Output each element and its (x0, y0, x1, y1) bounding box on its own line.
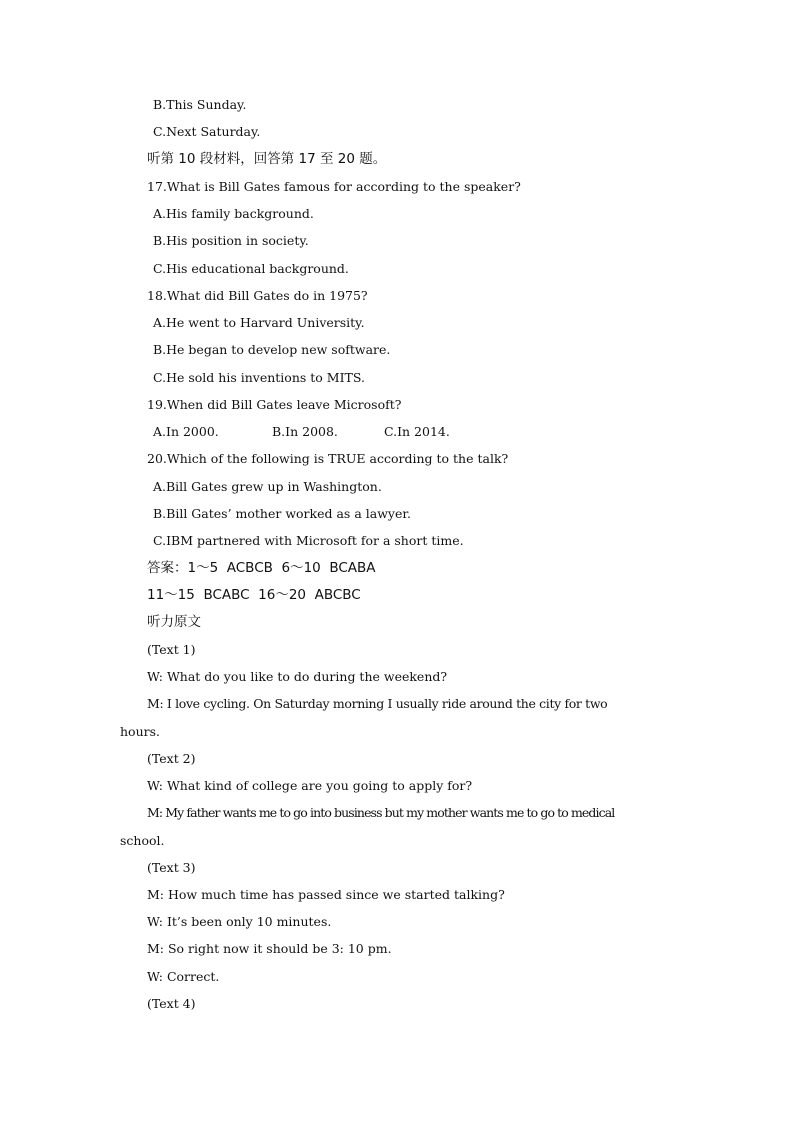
q17-question: 17.What is Bill Gates famous for according to the speaker? (147, 179, 521, 194)
text1-label: (Text 1) (147, 642, 196, 657)
answer-key-line-2: 11～15 BCABC 16～20 ABCBC (147, 587, 361, 603)
text1-man-line-continued: hours. (120, 724, 160, 739)
q20-option-b: B.Bill Gates’ mother worked as a lawyer. (153, 506, 411, 521)
q16-option-b: B.This Sunday. (153, 97, 247, 112)
q19-option-a: A.In 2000. (153, 424, 219, 439)
text2-woman-line: W: What kind of college are you going to apply for? (147, 778, 473, 793)
text3-woman-line-1: W: It’s been only 10 minutes. (147, 914, 332, 929)
section-instruction: 听第 10 段材料，回答第 17 至 20 题。 (147, 151, 387, 167)
q17-option-a: A.His family background. (153, 206, 314, 221)
q19-option-b: B.In 2008. (272, 424, 338, 439)
text3-label: (Text 3) (147, 860, 196, 875)
q18-option-b: B.He began to develop new software. (153, 342, 391, 357)
q18-option-c: C.He sold his inventions to MITS. (153, 370, 365, 385)
q19-option-c: C.In 2014. (384, 424, 450, 439)
q18-option-a: A.He went to Harvard University. (153, 315, 365, 330)
q17-option-b: B.His position in society. (153, 233, 309, 248)
text3-woman-line-2: W: Correct. (147, 969, 220, 984)
q17-option-c: C.His educational background. (153, 261, 349, 276)
text2-man-line: M: My father wants me to go into business but my mother wants me to go to medical (147, 805, 615, 820)
text4-label: (Text 4) (147, 996, 196, 1011)
text1-woman-line: W: What do you like to do during the weekend? (147, 669, 448, 684)
text2-man-line-continued: school. (120, 833, 165, 848)
q20-option-a: A.Bill Gates grew up in Washington. (153, 479, 382, 494)
text1-man-line: M: I love cycling. On Saturday morning I usually ride around the city for two (147, 696, 608, 711)
answer-key-line-1: 答案：1～5 ACBCB 6～10 BCABA (147, 560, 376, 576)
text3-man-line-2: M: So right now it should be 3: 10 pm. (147, 941, 392, 956)
q16-option-c: C.Next Saturday. (153, 124, 261, 139)
q20-question: 20.Which of the following is TRUE according to the talk? (147, 451, 509, 466)
q20-option-c: C.IBM partnered with Microsoft for a short time. (153, 533, 464, 548)
text3-man-line-1: M: How much time has passed since we started talking? (147, 887, 505, 902)
q19-question: 19.When did Bill Gates leave Microsoft? (147, 397, 402, 412)
transcript-heading: 听力原文 (147, 614, 201, 630)
q18-question: 18.What did Bill Gates do in 1975? (147, 288, 368, 303)
text2-label: (Text 2) (147, 751, 196, 766)
